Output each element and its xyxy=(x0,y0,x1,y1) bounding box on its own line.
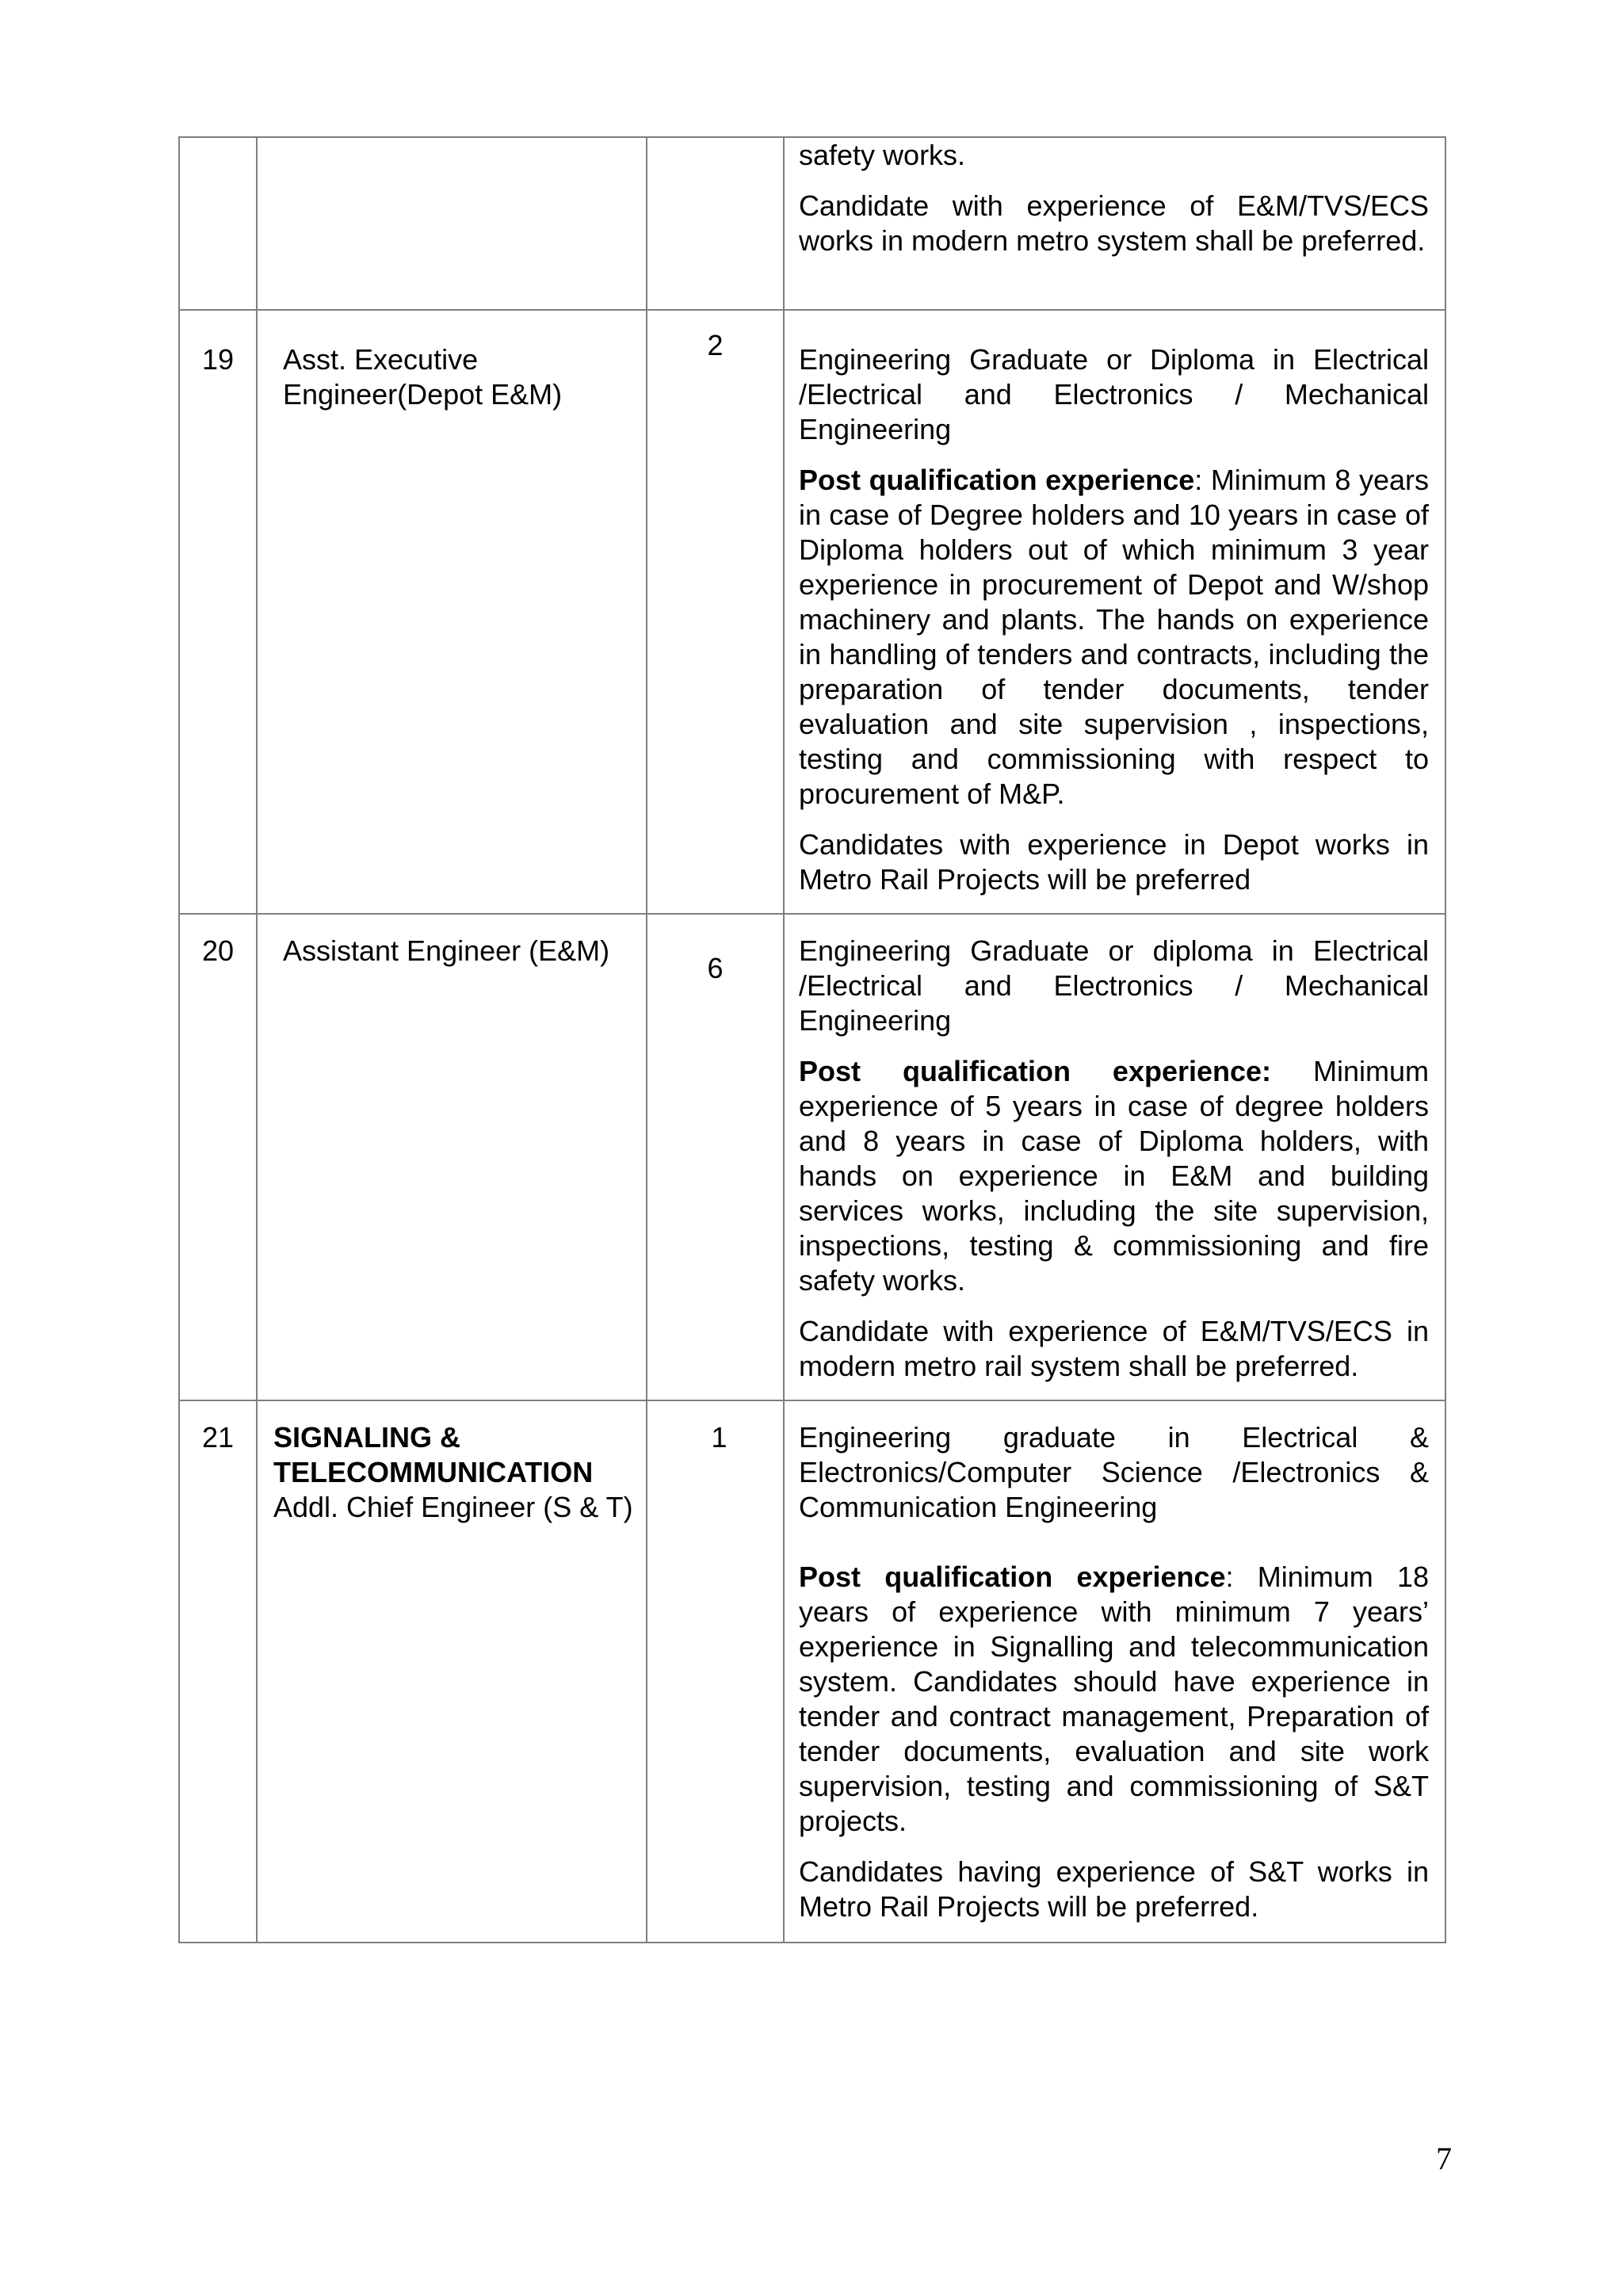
experience-detail: Minimum experience of 5 years in case of degree holders and 8 years in case of Diploma holders, with hands on experience in E&M and building services works, including the site supervision, inspections, testing & commissioning and fire safety works. xyxy=(799,1055,1429,1297)
page-number: 7 xyxy=(1436,2141,1452,2176)
experience-text xyxy=(799,1054,1429,1298)
qualification-cell xyxy=(784,137,1445,310)
experience-label: Post qualification experience xyxy=(799,464,1195,496)
qualification-cell xyxy=(784,310,1445,914)
experience-detail: : Minimum 18 years of experience with minimum 7 years’ experience in Signalling and telecommunication system. Candidates should have experience in tender and contract management, Preparation of tender documents, evaluation and site work supervision, testing and commissioning of S&T projects. xyxy=(799,1561,1429,1837)
qualification-text: safety works. xyxy=(799,139,966,171)
post-name: Addl. Chief Engineer (S & T) xyxy=(273,1491,633,1523)
post-cell xyxy=(257,1400,647,1943)
experience-text xyxy=(799,1560,1429,1839)
table-row xyxy=(179,914,1445,1400)
recruitment-table xyxy=(178,136,1446,1943)
qualification-cell xyxy=(784,914,1445,1400)
post-name: Assistant Engineer (E&M) xyxy=(257,914,647,1400)
table-row-continuation xyxy=(179,137,1445,310)
qualification-text: Engineering Graduate or Diploma in Electrical /Electrical and Electronics / Mechanical Engineering xyxy=(799,343,1429,445)
serial-number: 20 xyxy=(179,914,257,1400)
number-of-posts: 1 xyxy=(647,1400,784,1943)
serial-number-cell xyxy=(179,137,257,310)
number-of-posts: 2 xyxy=(647,310,784,914)
preferred-text: Candidate with experience of E&M/TVS/ECS in modern metro rail system shall be preferred. xyxy=(799,1315,1429,1382)
experience-text xyxy=(799,463,1429,812)
number-of-posts: 6 xyxy=(647,914,784,1400)
post-cell xyxy=(257,137,647,310)
spacer xyxy=(799,1525,1429,1560)
table-row xyxy=(179,1400,1445,1943)
table-row xyxy=(179,310,1445,914)
experience-label: Post qualification experience xyxy=(799,1561,1226,1593)
qualification-text: Engineering Graduate or diploma in Electrical /Electrical and Electronics / Mechanical Engineering xyxy=(799,934,1429,1037)
preferred-text: Candidates with experience in Depot works in Metro Rail Projects will be preferred xyxy=(799,828,1429,896)
qualification-text: Engineering graduate in Electrical & Electronics/Computer Science /Electronics & Communication Engineering xyxy=(799,1421,1429,1523)
serial-number: 19 xyxy=(179,310,257,914)
number-of-posts-cell xyxy=(647,137,784,310)
experience-label: Post qualification experience: xyxy=(799,1055,1272,1087)
preferred-text: Candidate with experience of E&M/TVS/ECS works in modern metro system shall be preferred. xyxy=(799,189,1429,257)
experience-detail: : Minimum 8 years in case of Degree holders and 10 years in case of Diploma holders out of which minimum 3 year experience in procurement of Depot and W/shop machinery and plants. The hands on experience in handling of tenders and contracts, including the preparation of tender documents, tender evaluation and site supervision , inspections, testing and commissioning with respect to procurement of M&P. xyxy=(799,464,1429,810)
post-name: Asst. Executive Engineer(Depot E&M) xyxy=(257,310,647,914)
department-heading: SIGNALING & TELECOMMUNICATION xyxy=(273,1421,594,1488)
preferred-text: Candidates having experience of S&T works in Metro Rail Projects will be preferred. xyxy=(799,1855,1429,1923)
serial-number: 21 xyxy=(179,1400,257,1943)
qualification-cell xyxy=(784,1400,1445,1943)
